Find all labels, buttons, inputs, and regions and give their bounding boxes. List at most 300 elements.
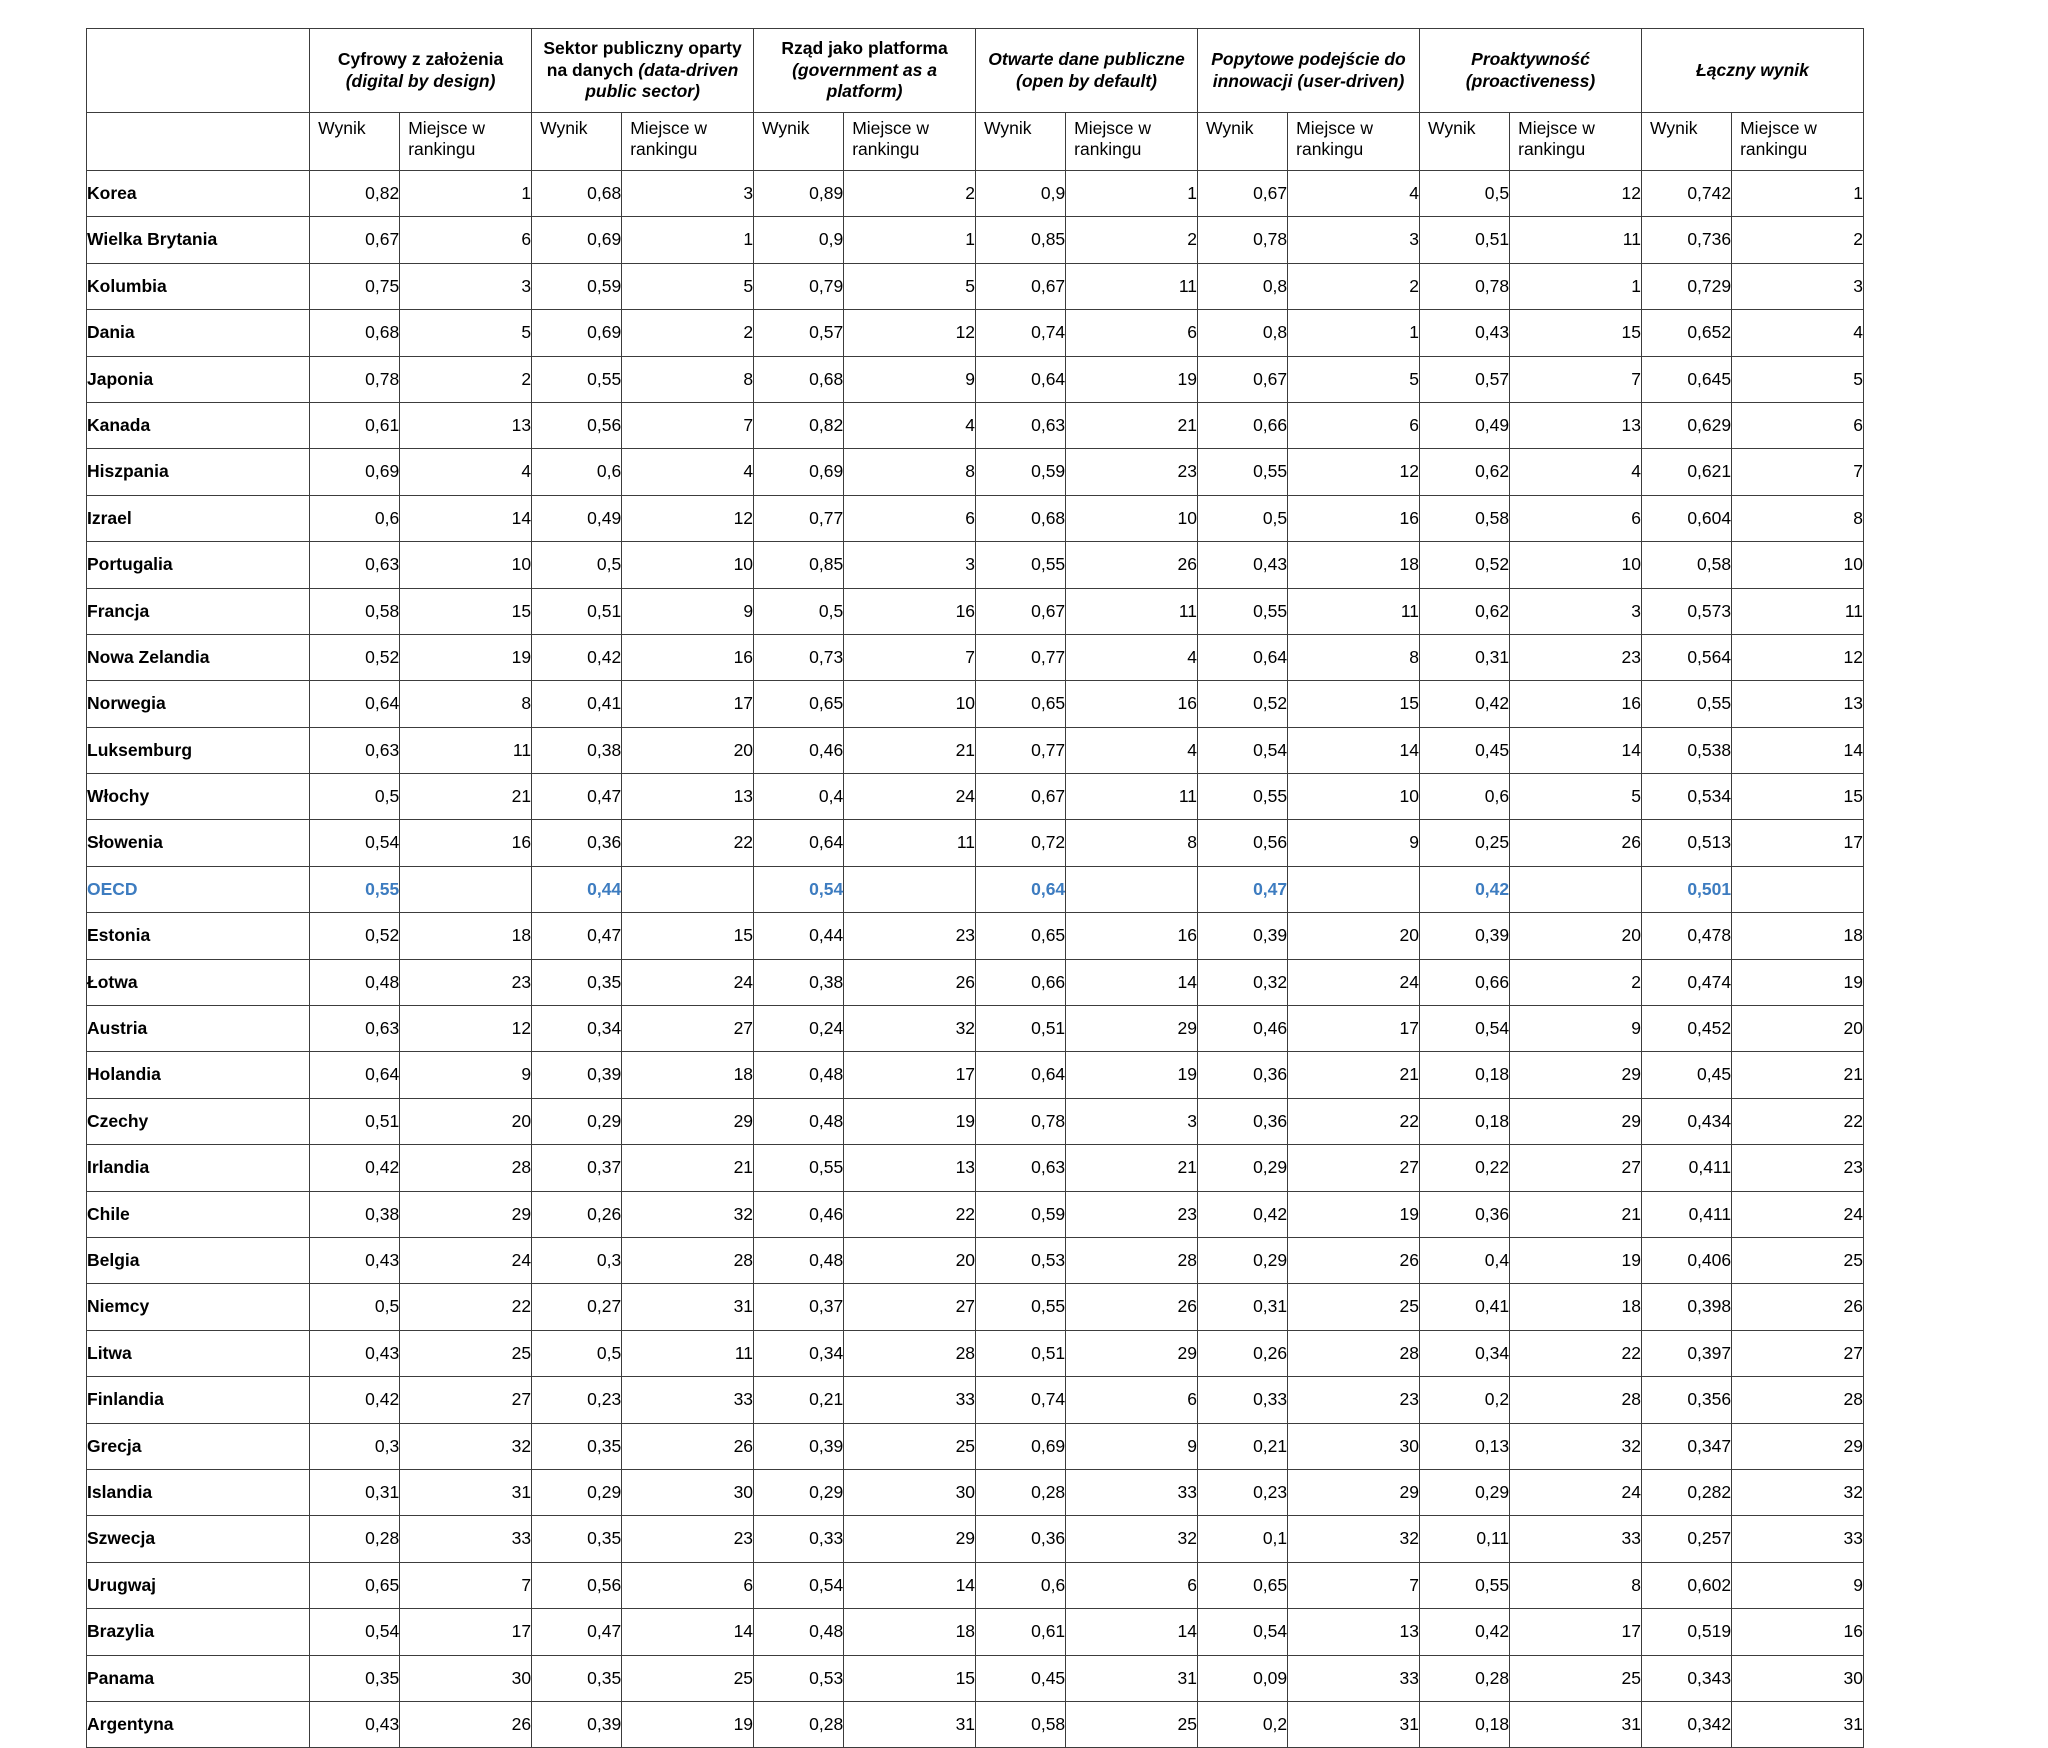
country-name-cell: Wielka Brytania	[87, 217, 310, 263]
rank-cell-5: 27	[1510, 1145, 1642, 1191]
score-cell-1: 0,3	[532, 1237, 622, 1283]
rank-cell-5: 9	[1510, 1006, 1642, 1052]
rank-cell-5: 20	[1510, 913, 1642, 959]
score-cell-5: 0,42	[1419, 681, 1509, 727]
rank-cell-3: 11	[1066, 774, 1198, 820]
country-name-cell: Kanada	[87, 402, 310, 448]
score-cell-5: 0,29	[1419, 1469, 1509, 1515]
score-cell-6: 0,621	[1641, 449, 1731, 495]
rank-cell-0: 20	[400, 1098, 532, 1144]
rank-cell-2: 23	[844, 913, 976, 959]
score-cell-6: 0,645	[1641, 356, 1731, 402]
rank-cell-6: 16	[1732, 1609, 1864, 1655]
score-cell-4: 0,42	[1198, 1191, 1288, 1237]
score-cell-2: 0,69	[754, 449, 844, 495]
score-cell-3: 0,77	[976, 634, 1066, 680]
score-cell-4: 0,5	[1198, 495, 1288, 541]
score-cell-6: 0,573	[1641, 588, 1731, 634]
header-score-3: Wynik	[976, 113, 1066, 171]
score-cell-1: 0,56	[532, 402, 622, 448]
table-row	[87, 449, 1864, 495]
rank-cell-2: 16	[844, 588, 976, 634]
score-cell-4: 0,09	[1198, 1655, 1288, 1701]
score-cell-3: 0,65	[976, 913, 1066, 959]
rank-cell-0: 29	[400, 1191, 532, 1237]
score-cell-5: 0,6	[1419, 774, 1509, 820]
score-cell-4: 0,29	[1198, 1145, 1288, 1191]
score-cell-6: 0,434	[1641, 1098, 1731, 1144]
score-cell-4: 0,67	[1198, 171, 1288, 217]
country-name-cell: Austria	[87, 1006, 310, 1052]
score-cell-4: 0,66	[1198, 402, 1288, 448]
country-name-cell: Portugalia	[87, 542, 310, 588]
rank-cell-6: 21	[1732, 1052, 1864, 1098]
country-name-cell: Słowenia	[87, 820, 310, 866]
score-cell-0: 0,63	[310, 1006, 400, 1052]
score-cell-2: 0,48	[754, 1098, 844, 1144]
country-name-cell: Łotwa	[87, 959, 310, 1005]
header-sub-row	[87, 113, 1864, 171]
table-row	[87, 959, 1864, 1005]
score-cell-6: 0,564	[1641, 634, 1731, 680]
score-cell-6: 0,729	[1641, 263, 1731, 309]
score-cell-6: 0,501	[1641, 866, 1731, 912]
score-cell-1: 0,29	[532, 1469, 622, 1515]
rank-cell-1: 14	[622, 1609, 754, 1655]
score-cell-6: 0,397	[1641, 1330, 1731, 1376]
rank-cell-0: 21	[400, 774, 532, 820]
rank-cell-3: 6	[1066, 1377, 1198, 1423]
rank-cell-2: 30	[844, 1469, 976, 1515]
rank-cell-4: 2	[1288, 263, 1420, 309]
rank-cell-5: 2	[1510, 959, 1642, 1005]
rank-cell-1: 33	[622, 1377, 754, 1423]
rank-cell-0	[400, 866, 532, 912]
header-group-digital-by-design	[310, 29, 532, 113]
score-cell-1: 0,5	[532, 1330, 622, 1376]
rank-cell-3: 1	[1066, 171, 1198, 217]
rank-cell-2: 3	[844, 542, 976, 588]
score-cell-1: 0,35	[532, 1655, 622, 1701]
score-cell-3: 0,51	[976, 1006, 1066, 1052]
table-row	[87, 1052, 1864, 1098]
rank-cell-6: 5	[1732, 356, 1864, 402]
rank-cell-0: 18	[400, 913, 532, 959]
score-cell-5: 0,5	[1419, 171, 1509, 217]
score-cell-3: 0,74	[976, 310, 1066, 356]
score-cell-0: 0,67	[310, 217, 400, 263]
score-cell-6: 0,629	[1641, 402, 1731, 448]
score-cell-5: 0,2	[1419, 1377, 1509, 1423]
rank-cell-1: 15	[622, 913, 754, 959]
country-name-cell: Włochy	[87, 774, 310, 820]
rank-cell-6: 12	[1732, 634, 1864, 680]
score-cell-6: 0,652	[1641, 310, 1731, 356]
score-cell-5: 0,36	[1419, 1191, 1509, 1237]
rank-cell-0: 10	[400, 542, 532, 588]
score-cell-3: 0,66	[976, 959, 1066, 1005]
rank-cell-2: 29	[844, 1516, 976, 1562]
country-name-cell: Panama	[87, 1655, 310, 1701]
header-subcorner-cell	[87, 113, 310, 171]
score-cell-0: 0,58	[310, 588, 400, 634]
score-cell-1: 0,5	[532, 542, 622, 588]
score-cell-6: 0,406	[1641, 1237, 1731, 1283]
rank-cell-3: 16	[1066, 681, 1198, 727]
rank-cell-3: 23	[1066, 449, 1198, 495]
score-cell-0: 0,35	[310, 1655, 400, 1701]
table-row	[87, 1330, 1864, 1376]
rank-cell-4: 25	[1288, 1284, 1420, 1330]
score-cell-6: 0,474	[1641, 959, 1731, 1005]
score-cell-4: 0,23	[1198, 1469, 1288, 1515]
rank-cell-5: 10	[1510, 542, 1642, 588]
score-cell-0: 0,63	[310, 727, 400, 773]
table-row	[87, 1191, 1864, 1237]
rank-cell-4: 24	[1288, 959, 1420, 1005]
rank-cell-1: 22	[622, 820, 754, 866]
score-cell-5: 0,62	[1419, 588, 1509, 634]
rank-cell-0: 28	[400, 1145, 532, 1191]
header-score-5: Wynik	[1419, 113, 1509, 171]
header-score-1: Wynik	[532, 113, 622, 171]
table-row	[87, 866, 1864, 912]
score-cell-6: 0,343	[1641, 1655, 1731, 1701]
header-rank-5: Miejsce w rankingu	[1510, 113, 1642, 171]
score-cell-6: 0,513	[1641, 820, 1731, 866]
rank-cell-3: 21	[1066, 1145, 1198, 1191]
rank-cell-0: 3	[400, 263, 532, 309]
rank-cell-1: 26	[622, 1423, 754, 1469]
rank-cell-1: 4	[622, 449, 754, 495]
rank-cell-6: 19	[1732, 959, 1864, 1005]
rank-cell-0: 13	[400, 402, 532, 448]
rank-cell-0: 9	[400, 1052, 532, 1098]
rank-cell-3: 23	[1066, 1191, 1198, 1237]
score-cell-2: 0,46	[754, 727, 844, 773]
score-cell-1: 0,39	[532, 1701, 622, 1747]
rank-cell-4: 20	[1288, 913, 1420, 959]
rank-cell-6: 25	[1732, 1237, 1864, 1283]
score-cell-2: 0,5	[754, 588, 844, 634]
score-cell-1: 0,41	[532, 681, 622, 727]
rank-cell-0: 8	[400, 681, 532, 727]
score-cell-6: 0,55	[1641, 681, 1731, 727]
rank-cell-2: 24	[844, 774, 976, 820]
score-cell-2: 0,79	[754, 263, 844, 309]
score-cell-1: 0,56	[532, 1562, 622, 1608]
rank-cell-4: 7	[1288, 1562, 1420, 1608]
score-cell-4: 0,29	[1198, 1237, 1288, 1283]
rank-cell-5: 22	[1510, 1330, 1642, 1376]
score-cell-1: 0,39	[532, 1052, 622, 1098]
score-cell-6: 0,45	[1641, 1052, 1731, 1098]
rank-cell-2: 14	[844, 1562, 976, 1608]
score-cell-0: 0,31	[310, 1469, 400, 1515]
header-score-2: Wynik	[754, 113, 844, 171]
rank-cell-0: 2	[400, 356, 532, 402]
rank-cell-6: 31	[1732, 1701, 1864, 1747]
rank-cell-6: 20	[1732, 1006, 1864, 1052]
rank-cell-4: 11	[1288, 588, 1420, 634]
rank-cell-0: 26	[400, 1701, 532, 1747]
rank-cell-1: 20	[622, 727, 754, 773]
header-group-5-en: (proactiveness)	[1465, 70, 1596, 91]
score-cell-0: 0,6	[310, 495, 400, 541]
rank-cell-6: 2	[1732, 217, 1864, 263]
rank-cell-2: 2	[844, 171, 976, 217]
score-cell-3: 0,67	[976, 263, 1066, 309]
score-cell-3: 0,63	[976, 1145, 1066, 1191]
rank-cell-3: 4	[1066, 634, 1198, 680]
score-cell-0: 0,43	[310, 1237, 400, 1283]
rank-cell-5: 29	[1510, 1098, 1642, 1144]
country-name-cell: Nowa Zelandia	[87, 634, 310, 680]
rank-cell-0: 32	[400, 1423, 532, 1469]
rank-cell-0: 33	[400, 1516, 532, 1562]
rank-cell-1: 8	[622, 356, 754, 402]
score-cell-2: 0,77	[754, 495, 844, 541]
rank-cell-5: 28	[1510, 1377, 1642, 1423]
rank-cell-6: 3	[1732, 263, 1864, 309]
header-group-5-pl: Proaktywność	[1471, 48, 1590, 69]
rank-cell-4: 14	[1288, 727, 1420, 773]
rank-cell-1: 1	[622, 217, 754, 263]
rank-cell-5: 3	[1510, 588, 1642, 634]
country-name-cell: Niemcy	[87, 1284, 310, 1330]
score-cell-5: 0,18	[1419, 1098, 1509, 1144]
rank-cell-4: 23	[1288, 1377, 1420, 1423]
rank-cell-2: 19	[844, 1098, 976, 1144]
rank-cell-5: 23	[1510, 634, 1642, 680]
score-cell-5: 0,4	[1419, 1237, 1509, 1283]
header-group-4-en: (user-driven)	[1297, 70, 1405, 91]
rank-cell-6: 14	[1732, 727, 1864, 773]
score-cell-5: 0,54	[1419, 1006, 1509, 1052]
score-cell-0: 0,55	[310, 866, 400, 912]
score-cell-5: 0,78	[1419, 263, 1509, 309]
country-name-cell: Belgia	[87, 1237, 310, 1283]
score-cell-2: 0,38	[754, 959, 844, 1005]
rank-cell-2: 21	[844, 727, 976, 773]
score-cell-5: 0,22	[1419, 1145, 1509, 1191]
score-cell-5: 0,57	[1419, 356, 1509, 402]
header-group-0-pl: Cyfrowy z założenia	[337, 48, 504, 69]
score-cell-6: 0,356	[1641, 1377, 1731, 1423]
score-cell-0: 0,68	[310, 310, 400, 356]
rank-cell-0: 16	[400, 820, 532, 866]
rank-cell-3: 29	[1066, 1006, 1198, 1052]
table-row	[87, 681, 1864, 727]
country-name-cell: Luksemburg	[87, 727, 310, 773]
country-name-cell: OECD	[87, 866, 310, 912]
score-cell-4: 0,1	[1198, 1516, 1288, 1562]
rank-cell-6: 29	[1732, 1423, 1864, 1469]
score-cell-1: 0,29	[532, 1098, 622, 1144]
score-cell-4: 0,56	[1198, 820, 1288, 866]
rank-cell-6: 9	[1732, 1562, 1864, 1608]
score-cell-6: 0,411	[1641, 1145, 1731, 1191]
rank-cell-2: 26	[844, 959, 976, 1005]
score-cell-5: 0,52	[1419, 542, 1509, 588]
rank-cell-1: 24	[622, 959, 754, 1005]
score-cell-2: 0,82	[754, 402, 844, 448]
rank-cell-2: 31	[844, 1701, 976, 1747]
table-row	[87, 1609, 1864, 1655]
score-cell-5: 0,11	[1419, 1516, 1509, 1562]
header-group-2-en: (government as a platform)	[792, 59, 937, 102]
score-cell-6: 0,398	[1641, 1284, 1731, 1330]
rank-cell-4: 27	[1288, 1145, 1420, 1191]
score-cell-2: 0,68	[754, 356, 844, 402]
score-cell-0: 0,63	[310, 542, 400, 588]
rank-cell-2: 33	[844, 1377, 976, 1423]
table-row	[87, 1006, 1864, 1052]
score-cell-0: 0,28	[310, 1516, 400, 1562]
score-cell-1: 0,6	[532, 449, 622, 495]
rank-cell-5: 24	[1510, 1469, 1642, 1515]
rank-cell-2: 10	[844, 681, 976, 727]
rank-cell-6: 13	[1732, 681, 1864, 727]
rank-cell-6: 18	[1732, 913, 1864, 959]
score-cell-0: 0,61	[310, 402, 400, 448]
rank-cell-4: 3	[1288, 217, 1420, 263]
score-cell-4: 0,36	[1198, 1052, 1288, 1098]
rank-cell-3: 14	[1066, 1609, 1198, 1655]
rank-cell-2: 13	[844, 1145, 976, 1191]
score-cell-3: 0,55	[976, 1284, 1066, 1330]
rank-cell-6: 15	[1732, 774, 1864, 820]
score-cell-6: 0,478	[1641, 913, 1731, 959]
score-cell-3: 0,67	[976, 774, 1066, 820]
score-cell-5: 0,34	[1419, 1330, 1509, 1376]
score-cell-4: 0,31	[1198, 1284, 1288, 1330]
rank-cell-1: 19	[622, 1701, 754, 1747]
rank-cell-5: 18	[1510, 1284, 1642, 1330]
rank-cell-1: 11	[622, 1330, 754, 1376]
score-cell-3: 0,28	[976, 1469, 1066, 1515]
score-cell-3: 0,63	[976, 402, 1066, 448]
score-cell-3: 0,64	[976, 1052, 1066, 1098]
table-row	[87, 217, 1864, 263]
rank-cell-2	[844, 866, 976, 912]
score-cell-2: 0,28	[754, 1701, 844, 1747]
header-rank-2: Miejsce w rankingu	[844, 113, 976, 171]
rank-cell-1: 27	[622, 1006, 754, 1052]
rank-cell-4: 1	[1288, 310, 1420, 356]
score-cell-6: 0,602	[1641, 1562, 1731, 1608]
header-group-3-en: (open by default)	[1016, 70, 1157, 91]
score-cell-1: 0,27	[532, 1284, 622, 1330]
score-cell-6: 0,411	[1641, 1191, 1731, 1237]
score-cell-6: 0,736	[1641, 217, 1731, 263]
header-rank-0: Miejsce w rankingu	[400, 113, 532, 171]
rank-cell-6: 24	[1732, 1191, 1864, 1237]
rank-cell-0: 6	[400, 217, 532, 263]
rank-cell-4: 32	[1288, 1516, 1420, 1562]
score-cell-3: 0,65	[976, 681, 1066, 727]
rank-cell-5: 1	[1510, 263, 1642, 309]
score-cell-1: 0,35	[532, 959, 622, 1005]
score-cell-2: 0,46	[754, 1191, 844, 1237]
rank-cell-0: 24	[400, 1237, 532, 1283]
score-cell-2: 0,54	[754, 866, 844, 912]
score-cell-2: 0,29	[754, 1469, 844, 1515]
country-name-cell: Estonia	[87, 913, 310, 959]
rank-cell-6: 33	[1732, 1516, 1864, 1562]
score-cell-1: 0,69	[532, 217, 622, 263]
rank-cell-4: 31	[1288, 1701, 1420, 1747]
score-cell-2: 0,65	[754, 681, 844, 727]
rank-cell-0: 11	[400, 727, 532, 773]
score-cell-0: 0,64	[310, 1052, 400, 1098]
header-group-1-pl: Sektor publiczny oparty na danych	[543, 37, 742, 80]
rank-cell-0: 31	[400, 1469, 532, 1515]
score-cell-1: 0,23	[532, 1377, 622, 1423]
rank-cell-4	[1288, 866, 1420, 912]
rank-cell-5: 29	[1510, 1052, 1642, 1098]
rank-cell-2: 28	[844, 1330, 976, 1376]
score-cell-5: 0,18	[1419, 1701, 1509, 1747]
score-cell-5: 0,13	[1419, 1423, 1509, 1469]
score-cell-3: 0,61	[976, 1609, 1066, 1655]
rank-cell-5: 16	[1510, 681, 1642, 727]
table-row	[87, 727, 1864, 773]
rank-cell-2: 9	[844, 356, 976, 402]
rank-cell-4: 12	[1288, 449, 1420, 495]
rank-cell-0: 12	[400, 1006, 532, 1052]
rank-cell-4: 30	[1288, 1423, 1420, 1469]
score-cell-5: 0,58	[1419, 495, 1509, 541]
header-group-2-pl: Rząd jako platforma	[781, 37, 948, 58]
score-cell-5: 0,25	[1419, 820, 1509, 866]
table-row	[87, 913, 1864, 959]
rank-cell-5: 21	[1510, 1191, 1642, 1237]
rank-cell-3: 26	[1066, 542, 1198, 588]
score-cell-5: 0,42	[1419, 1609, 1509, 1655]
rank-cell-1: 25	[622, 1655, 754, 1701]
header-group-total-score	[1641, 29, 1863, 113]
rank-cell-6: 11	[1732, 588, 1864, 634]
rank-cell-1: 2	[622, 310, 754, 356]
rank-cell-4: 26	[1288, 1237, 1420, 1283]
score-cell-2: 0,53	[754, 1655, 844, 1701]
rank-cell-6: 4	[1732, 310, 1864, 356]
rank-cell-3: 21	[1066, 402, 1198, 448]
rank-cell-2: 32	[844, 1006, 976, 1052]
score-cell-3: 0,53	[976, 1237, 1066, 1283]
score-cell-5: 0,39	[1419, 913, 1509, 959]
rank-cell-4: 13	[1288, 1609, 1420, 1655]
table-row	[87, 634, 1864, 680]
score-cell-4: 0,2	[1198, 1701, 1288, 1747]
score-cell-4: 0,54	[1198, 727, 1288, 773]
score-cell-6: 0,742	[1641, 171, 1731, 217]
score-cell-2: 0,9	[754, 217, 844, 263]
rank-cell-0: 1	[400, 171, 532, 217]
score-cell-2: 0,34	[754, 1330, 844, 1376]
score-cell-3: 0,51	[976, 1330, 1066, 1376]
rank-cell-4: 6	[1288, 402, 1420, 448]
rank-cell-5: 4	[1510, 449, 1642, 495]
score-cell-0: 0,43	[310, 1701, 400, 1747]
score-cell-1: 0,49	[532, 495, 622, 541]
score-cell-4: 0,33	[1198, 1377, 1288, 1423]
rank-cell-1: 21	[622, 1145, 754, 1191]
score-cell-0: 0,78	[310, 356, 400, 402]
rank-cell-5: 5	[1510, 774, 1642, 820]
score-cell-3: 0,59	[976, 449, 1066, 495]
